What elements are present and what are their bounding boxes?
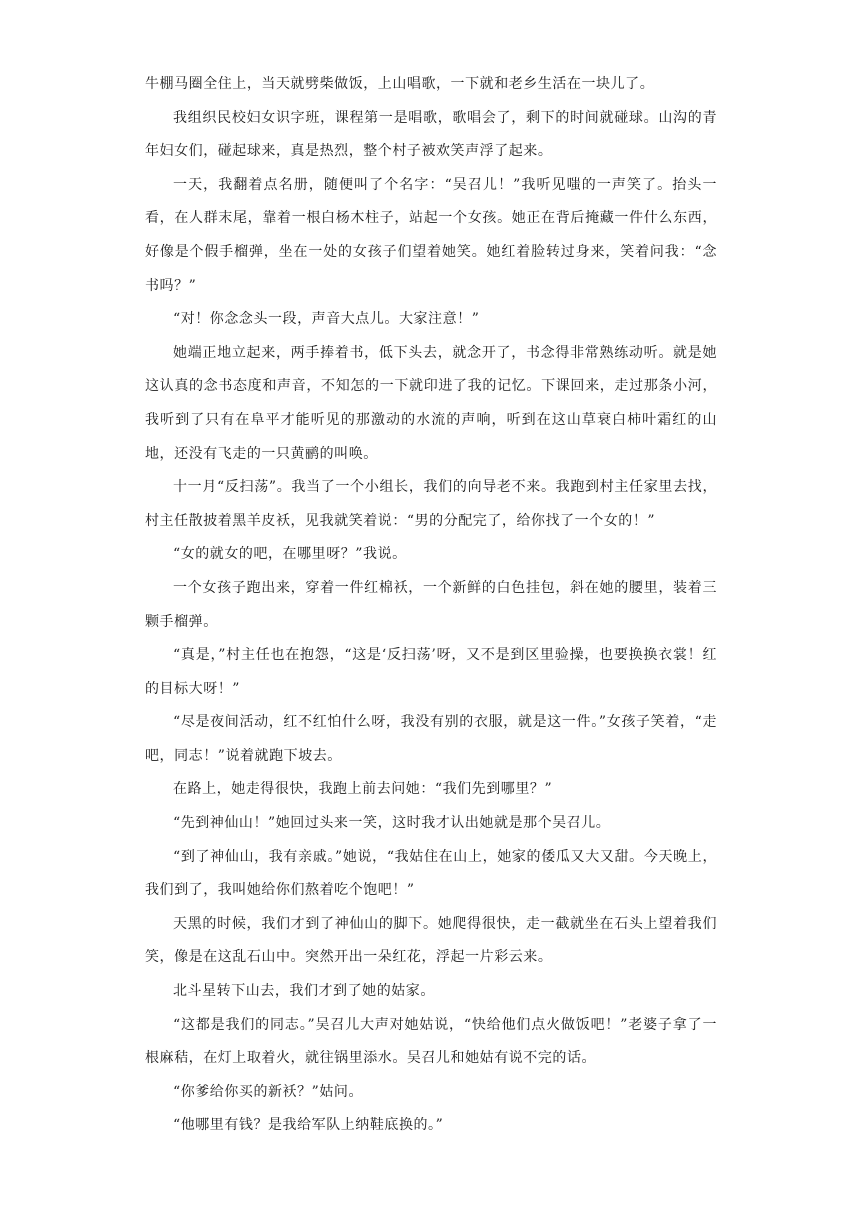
paragraph: “他哪里有钱？是我给军队上纳鞋底换的。” xyxy=(173,1117,444,1134)
paragraph: 十一月“反扫荡”。我当了一个小组长，我们的向导老不来。我跑到村主任家里去找，村主任散披着黑羊皮袄，见我就笑着说：“男的分配完了，给你找了一个女的！” xyxy=(145,479,717,529)
document-page xyxy=(145,68,717,1143)
paragraph: 在路上，她走得很快，我跑上前去问她：“我们先到哪里？” xyxy=(173,781,553,798)
paragraph: 她端正地立起来，两手捧着书，低下头去，就念开了，书念得非常熟练动听。就是她这认真的念书态度和声音，不知怎的一下就印进了我的记忆。下课回来，走过那条小河，我听到了只有在阜平才能听见的那激动的水流的声响，听到在这山草衰白柿叶霜红的山地，还没有飞走的一只黄鹂的叫唤。 xyxy=(145,344,717,462)
paragraph: “先到神仙山！”她回过头来一笑，这时我才认出她就是那个吴召儿。 xyxy=(173,815,611,832)
paragraph: “你爹给你买的新袄？”姑问。 xyxy=(173,1083,364,1100)
paragraph: 牛棚马圈全住上，当天就劈柴做饭，上山唱歌，一下就和老乡生活在一块儿了。 xyxy=(145,76,655,92)
paragraph: “到了神仙山，我有亲戚。”她说，“我姑住在山上，她家的倭瓜又大又甜。今天晚上，我们到了，我叫她给你们熬着吃个饱吧！” xyxy=(145,848,717,899)
paragraph: “真是，”村主任也在抱怨，“这是‘反扫荡’呀，又不是到区里验操，也要换换衣裳！红的目标大呀！” xyxy=(145,647,717,697)
paragraph: 我组织民校妇女识字班，课程第一是唱歌，歌唱会了，剩下的时间就碰球。山沟的青年妇女们，碰起球来，真是热烈，整个村子被欢笑声浮了起来。 xyxy=(145,109,717,160)
paragraph: 一个女孩子跑出来，穿着一件红棉袄，一个新鲜的白色挂包，斜在她的腰里，装着三颗手榴弹。 xyxy=(145,579,717,630)
paragraph: “尽是夜间活动，红不红怕什么呀，我没有别的衣服，就是这一件。”女孩子笑着，“走吧，同志！”说着就跑下坡去。 xyxy=(145,714,717,764)
paragraph: 北斗星转下山去，我们才到了她的姑家。 xyxy=(173,983,435,1000)
paragraph: 一天，我翻着点名册，随便叫了个名字：“吴召儿！”我听见嗤的一声笑了。抬头一看，在人群末尾，靠着一根白杨木柱子，站起一个女孩。她正在背后掩藏一件什么东西，好像是个假手榴弹，坐在一处的女孩子们望着她笑。她红着脸转过身来，笑着问我：“念书吗？” xyxy=(145,176,717,294)
paragraph: “这都是我们的同志。”吴召儿大声对她姑说，“快给他们点火做饭吧！”老婆子拿了一根麻秸，在灯上取着火，就往锅里添水。吴召儿和她姑有说不完的话。 xyxy=(145,1016,717,1067)
paragraph: “对！你念念头一段，声音大点儿。大家注意！” xyxy=(173,311,480,328)
paragraph: “女的就女的吧，在哪里呀？”我说。 xyxy=(173,546,407,563)
paragraph: 天黑的时候，我们才到了神仙山的脚下。她爬得很快，走一截就坐在石头上望着我们笑，像是在这乱石山中。突然开出一朵红花，浮起一片彩云来。 xyxy=(145,915,717,966)
